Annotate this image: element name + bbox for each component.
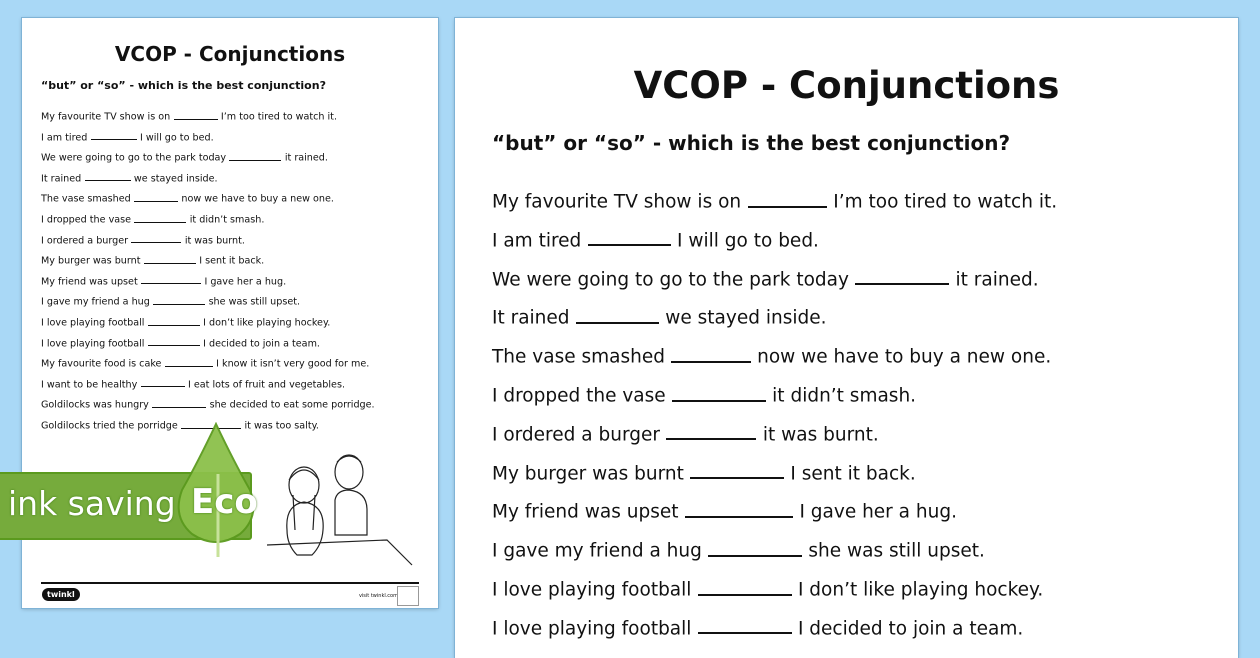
sentence-line xyxy=(41,294,300,308)
sentence-start: I gave my friend a hug xyxy=(492,540,702,562)
sentence-start: Goldilocks tried the porridge xyxy=(41,420,178,432)
answer-blank[interactable] xyxy=(685,497,793,518)
answer-blank[interactable] xyxy=(708,536,802,557)
answer-blank[interactable] xyxy=(148,336,200,347)
sentence-end: she was still upset. xyxy=(808,540,985,562)
answer-blank[interactable] xyxy=(748,187,827,208)
worksheet-title: VCOP - Conjunctions xyxy=(114,42,346,66)
sentence-start: My burger was burnt xyxy=(41,255,141,267)
sentence-start: I am tired xyxy=(41,132,88,144)
sentence-start: I love playing football xyxy=(492,579,692,601)
sentence-end: I know it isn’t very good for me. xyxy=(216,358,370,370)
sentence-end: I decided to join a team. xyxy=(203,338,320,350)
sentence-line xyxy=(41,191,334,205)
sentence-end: it rained. xyxy=(284,152,328,164)
sentence-start: Goldilocks was hungry xyxy=(41,399,149,411)
sentence-line xyxy=(492,575,1043,601)
footer-divider xyxy=(41,582,419,584)
sentence-start: I ordered a burger xyxy=(41,235,129,247)
answer-blank[interactable] xyxy=(152,397,206,408)
sentence-line xyxy=(492,381,916,407)
answer-blank[interactable] xyxy=(855,265,949,286)
sentence-line xyxy=(492,497,957,523)
sentence-line xyxy=(492,342,1051,368)
worksheet-title-large: VCOP - Conjunctions xyxy=(633,64,1060,107)
sentence-line xyxy=(492,536,985,562)
sentence-line xyxy=(41,171,218,185)
sentence-line xyxy=(41,356,369,370)
sentence-line xyxy=(492,614,1023,640)
sentence-line xyxy=(492,187,1057,213)
sentence-end: I eat lots of fruit and vegetables. xyxy=(187,379,345,391)
sentence-line xyxy=(492,459,916,485)
sentence-line xyxy=(492,265,1039,291)
sentence-start: I dropped the vase xyxy=(41,214,132,226)
sentence-line xyxy=(41,253,264,267)
sentence-end: I’m too tired to watch it. xyxy=(833,191,1058,213)
sentence-start: We were going to go to the park today xyxy=(41,152,227,164)
answer-blank[interactable] xyxy=(588,226,671,247)
sentence-start: My favourite TV show is on xyxy=(41,111,171,123)
answer-blank[interactable] xyxy=(165,356,213,367)
sentence-end: she decided to eat some porridge. xyxy=(209,399,375,411)
sentence-line xyxy=(41,130,214,144)
sentence-end: I will go to bed. xyxy=(140,132,214,144)
sentence-line xyxy=(41,336,320,350)
answer-blank[interactable] xyxy=(174,109,218,120)
sentence-line xyxy=(41,397,375,411)
sentence-line xyxy=(492,420,879,446)
sentence-line xyxy=(41,233,245,247)
sentence-line xyxy=(41,274,286,288)
answer-blank[interactable] xyxy=(576,303,659,324)
sentence-end: I will go to bed. xyxy=(677,230,819,252)
answer-blank[interactable] xyxy=(141,274,201,285)
sentence-line xyxy=(41,109,337,123)
sentence-start: I dropped the vase xyxy=(492,385,666,407)
sentence-end: now we have to buy a new one. xyxy=(181,193,334,205)
sentence-start: I am tired xyxy=(492,230,582,252)
sentence-line xyxy=(41,150,328,164)
sentence-start: My burger was burnt xyxy=(492,463,684,485)
sentence-start: The vase smashed xyxy=(492,346,665,368)
worksheet-preview xyxy=(455,18,1238,658)
answer-blank[interactable] xyxy=(690,459,784,480)
answer-blank[interactable] xyxy=(134,191,178,202)
sentence-line xyxy=(492,303,827,329)
sentence-line xyxy=(492,226,819,252)
answer-blank[interactable] xyxy=(144,253,196,264)
answer-blank[interactable] xyxy=(666,420,756,441)
worksheet-subtitle: “but” or “so” - which is the best conjunction? xyxy=(41,79,326,92)
sentence-end: I don’t like playing hockey. xyxy=(797,579,1044,601)
answer-blank[interactable] xyxy=(698,614,792,635)
sentence-start: My favourite food is cake xyxy=(41,358,162,370)
sentence-end: it was burnt. xyxy=(184,235,245,247)
twinkl-logo: twinkl xyxy=(42,588,80,601)
sentence-start: The vase smashed xyxy=(41,193,131,205)
sentence-end: I gave her a hug. xyxy=(204,276,287,288)
sentence-line xyxy=(41,212,264,226)
sentence-start: It rained xyxy=(492,307,570,329)
sentence-start: It rained xyxy=(41,173,82,185)
sentence-start: I love playing football xyxy=(492,618,692,640)
sentence-end: I decided to join a team. xyxy=(797,618,1024,640)
sentence-start: My favourite TV show is on xyxy=(492,191,742,213)
sentence-end: I’m too tired to watch it. xyxy=(220,111,337,123)
answer-blank[interactable] xyxy=(153,294,205,305)
quality-badge-icon xyxy=(397,586,419,606)
worksheet-subtitle-large: “but” or “so” - which is the best conjunction? xyxy=(492,131,1011,155)
answer-blank[interactable] xyxy=(229,150,281,161)
answer-blank[interactable] xyxy=(85,171,131,182)
sentence-end: it was too salty. xyxy=(244,420,319,432)
sentence-start: My friend was upset xyxy=(41,276,138,288)
sentence-end: I gave her a hug. xyxy=(799,501,957,523)
sentence-end: she was still upset. xyxy=(208,296,301,308)
sentence-end: it didn’t smash. xyxy=(189,214,265,226)
eco-badge-label: Eco xyxy=(191,482,258,522)
sentence-start: My friend was upset xyxy=(492,501,679,523)
sentence-end: now we have to buy a new one. xyxy=(757,346,1052,368)
eco-badge-text: ink saving xyxy=(8,484,176,523)
sentence-end: we stayed inside. xyxy=(133,173,218,185)
answer-blank[interactable] xyxy=(91,130,137,141)
visit-link: visit twinkl.com xyxy=(358,593,398,599)
sentence-line xyxy=(41,377,345,391)
sentence-start: We were going to go to the park today xyxy=(492,269,849,291)
sentence-end: we stayed inside. xyxy=(665,307,827,329)
sentence-start: I love playing football xyxy=(41,338,145,350)
answer-blank[interactable] xyxy=(134,212,186,223)
sentence-start: I love playing football xyxy=(41,317,145,329)
sentence-line xyxy=(41,315,330,329)
answer-blank[interactable] xyxy=(698,575,792,596)
sentence-start: I want to be healthy xyxy=(41,379,138,391)
sentence-start: I gave my friend a hug xyxy=(41,296,150,308)
answer-blank[interactable] xyxy=(671,342,750,363)
answer-blank[interactable] xyxy=(141,377,185,388)
sentence-end: I sent it back. xyxy=(790,463,916,485)
sentence-end: I don’t like playing hockey. xyxy=(203,317,331,329)
answer-blank[interactable] xyxy=(131,233,181,244)
answer-blank[interactable] xyxy=(148,315,200,326)
sentence-start: I ordered a burger xyxy=(492,424,660,446)
sentence-end: it was burnt. xyxy=(762,424,879,446)
answer-blank[interactable] xyxy=(672,381,766,402)
sentence-end: I sent it back. xyxy=(199,255,265,267)
girls-illustration xyxy=(267,450,417,575)
sentence-end: it rained. xyxy=(955,269,1039,291)
sentence-end: it didn’t smash. xyxy=(772,385,917,407)
